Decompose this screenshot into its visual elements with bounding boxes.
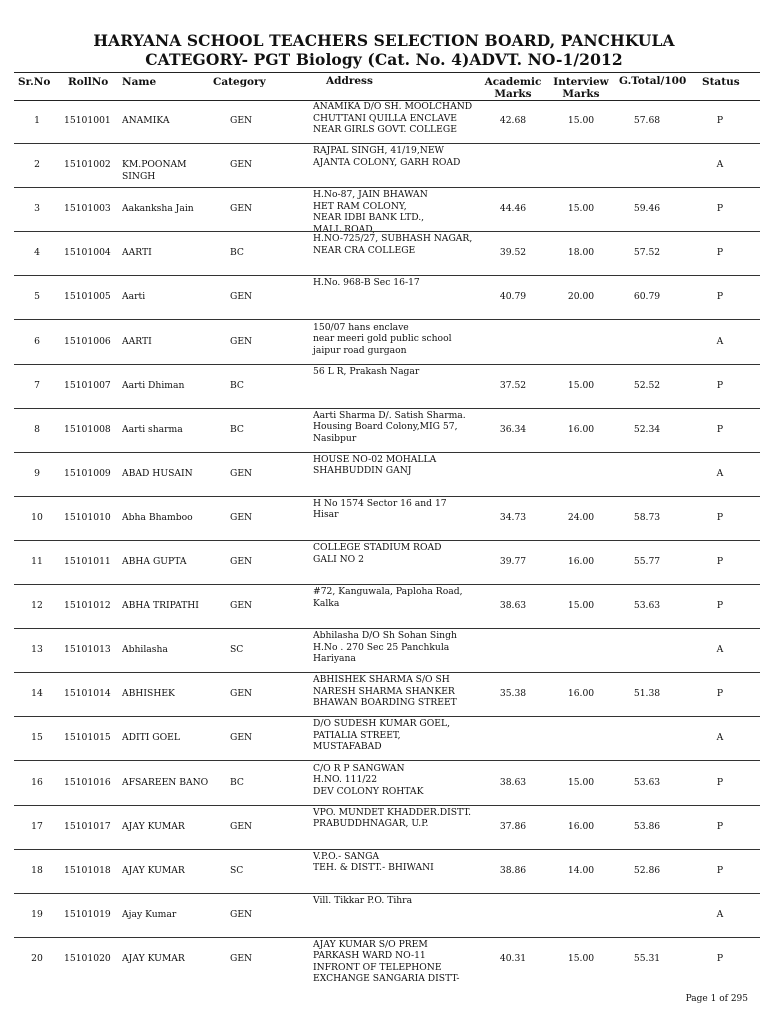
roll-number-cell: 15101006 bbox=[64, 335, 111, 347]
name-cell: KM.POONAM SINGH bbox=[122, 159, 187, 182]
grand-total-cell: 57.68 bbox=[633, 115, 661, 126]
name-cell: Aarti bbox=[122, 291, 146, 303]
table-row bbox=[0, 232, 768, 276]
sr-cell: 4 bbox=[34, 247, 40, 259]
grand-total-cell: 55.31 bbox=[633, 952, 661, 964]
grand-total-cell: 52.52 bbox=[633, 379, 661, 391]
address-cell: D/O SUDESH KUMAR GOEL, PATIALIA STREET, MUSTAFABAD bbox=[313, 718, 451, 753]
roll-number-cell: 15101001 bbox=[64, 115, 111, 126]
name-cell: ABHISHEK bbox=[122, 688, 175, 700]
address-cell: HOUSE NO-02 MOHALLA SHAHBUDDIN GANJ bbox=[313, 453, 437, 477]
sr-cell: 13 bbox=[31, 644, 43, 656]
sr-cell: 19 bbox=[31, 908, 43, 920]
roll-number-cell: 15101007 bbox=[64, 379, 111, 391]
category-cell: BC bbox=[230, 423, 244, 435]
category-cell: BC bbox=[230, 379, 244, 391]
roll-number-cell: 15101008 bbox=[64, 423, 111, 435]
header-status: Status bbox=[702, 76, 740, 88]
address-cell: H.No. 968-B Sec 16-17 bbox=[313, 277, 420, 289]
category-cell: GEN bbox=[230, 732, 253, 744]
academic-marks-cell: 44.46 bbox=[499, 203, 527, 215]
academic-marks-cell: 38.86 bbox=[499, 864, 527, 876]
grand-total-cell: 58.73 bbox=[633, 511, 661, 523]
name-cell: ANAMIKA bbox=[122, 115, 170, 126]
category-cell: GEN bbox=[230, 556, 253, 567]
sr-cell: 9 bbox=[34, 467, 40, 479]
category-cell: GEN bbox=[230, 115, 253, 126]
address-cell: H.No-87, JAIN BHAWAN HET RAM COLONY, NEAR IDBI BANK LTD., MALL ROAD, bbox=[313, 189, 428, 235]
academic-marks-cell: 37.86 bbox=[499, 820, 527, 832]
academic-marks-cell: 38.63 bbox=[499, 776, 527, 788]
name-cell: AJAY KUMAR bbox=[122, 820, 185, 832]
sr-cell: 2 bbox=[34, 159, 40, 171]
name-cell: AJAY KUMAR bbox=[122, 952, 185, 964]
header-sr: Sr.No bbox=[18, 76, 51, 88]
header-top-rule bbox=[14, 72, 760, 73]
address-cell: RAJPAL SINGH, 41/19,NEW AJANTA COLONY, GARH ROAD bbox=[313, 145, 461, 168]
interview-marks-cell: 15.00 bbox=[567, 379, 595, 391]
roll-number-cell: 15101018 bbox=[64, 864, 111, 876]
roll-number-cell: 15101010 bbox=[64, 511, 111, 523]
sr-cell: 18 bbox=[31, 864, 43, 876]
sr-cell: 12 bbox=[31, 600, 43, 612]
page-number: Page 1 of 295 bbox=[685, 994, 748, 1004]
name-cell: AARTI bbox=[122, 335, 152, 347]
interview-marks-cell: 24.00 bbox=[567, 511, 595, 523]
roll-number-cell: 15101017 bbox=[64, 820, 111, 832]
academic-marks-cell: 38.63 bbox=[499, 600, 527, 612]
roll-number-cell: 15101014 bbox=[64, 688, 111, 700]
category-cell: GEN bbox=[230, 159, 253, 171]
header-address: Address bbox=[326, 75, 373, 87]
academic-marks-cell: 40.31 bbox=[499, 952, 527, 964]
table-row bbox=[0, 894, 768, 938]
roll-number-cell: 15101011 bbox=[64, 556, 111, 567]
grand-total-cell: 53.63 bbox=[633, 776, 661, 788]
status-cell: P bbox=[716, 952, 724, 964]
interview-marks-cell: 14.00 bbox=[567, 864, 595, 876]
address-cell: #72, Kanguwala, Paploha Road, Kalka bbox=[313, 586, 463, 609]
sr-cell: 14 bbox=[31, 688, 43, 700]
header-roll: RollNo bbox=[68, 76, 109, 88]
interview-marks-cell: 18.00 bbox=[567, 247, 595, 259]
interview-marks-cell: 15.00 bbox=[567, 115, 595, 126]
roll-number-cell: 15101002 bbox=[64, 159, 111, 171]
table-row bbox=[0, 453, 768, 497]
sr-cell: 17 bbox=[31, 820, 43, 832]
category-title: CATEGORY- PGT Biology (Cat. No. 4)ADVT. NO-1/2012 bbox=[145, 50, 623, 69]
address-cell: Vill. Tikkar P.O. Tihra bbox=[313, 894, 413, 906]
sr-cell: 6 bbox=[34, 335, 40, 347]
roll-number-cell: 15101013 bbox=[64, 644, 111, 656]
roll-number-cell: 15101012 bbox=[64, 600, 111, 612]
board-title: HARYANA SCHOOL TEACHERS SELECTION BOARD, PANCHKULA bbox=[93, 31, 675, 50]
status-cell: P bbox=[716, 556, 724, 567]
grand-total-cell: 55.77 bbox=[633, 556, 661, 567]
sr-cell: 11 bbox=[31, 556, 43, 567]
interview-marks-cell: 16.00 bbox=[567, 820, 595, 832]
interview-marks-cell: 16.00 bbox=[567, 688, 595, 700]
status-cell: A bbox=[716, 159, 724, 171]
name-cell: Abha Bhamboo bbox=[122, 511, 193, 523]
category-cell: SC bbox=[230, 864, 244, 876]
category-cell: GEN bbox=[230, 688, 253, 700]
academic-marks-cell: 37.52 bbox=[499, 379, 527, 391]
name-cell: Aakanksha Jain bbox=[122, 203, 194, 215]
roll-number-cell: 15101016 bbox=[64, 776, 111, 788]
interview-marks-cell: 15.00 bbox=[567, 952, 595, 964]
table-row bbox=[0, 850, 768, 894]
address-cell: H No 1574 Sector 16 and 17 Hisar bbox=[313, 497, 447, 521]
status-cell: P bbox=[716, 247, 724, 259]
category-cell: GEN bbox=[230, 820, 253, 832]
sr-cell: 16 bbox=[31, 776, 43, 788]
table-row bbox=[0, 938, 768, 985]
status-cell: P bbox=[716, 291, 724, 303]
address-cell: C/O R P SANGWAN H.NO. 111/22 DEV COLONY ROHTAK bbox=[313, 762, 424, 797]
status-cell: P bbox=[716, 600, 724, 612]
status-cell: P bbox=[716, 688, 724, 700]
status-cell: P bbox=[716, 511, 724, 523]
roll-number-cell: 15101005 bbox=[64, 291, 111, 303]
address-cell: AJAY KUMAR S/O PREM PARKASH WARD NO-11 INFRONT OF TELEPHONE EXCHANGE SANGARIA DISTT- bbox=[313, 938, 460, 985]
table-row bbox=[0, 100, 768, 144]
academic-marks-cell: 39.52 bbox=[499, 247, 527, 259]
interview-marks-cell: 15.00 bbox=[567, 600, 595, 612]
status-cell: A bbox=[716, 335, 724, 347]
grand-total-cell: 51.38 bbox=[633, 688, 661, 700]
address-cell: ANAMIKA D/O SH. MOOLCHAND CHUTTANI QUILLA ENCLAVE NEAR GIRLS GOVT. COLLEGE bbox=[313, 101, 473, 135]
academic-marks-cell: 42.68 bbox=[499, 115, 527, 126]
table-row bbox=[0, 673, 768, 717]
status-cell: P bbox=[716, 203, 724, 215]
grand-total-cell: 52.86 bbox=[633, 864, 661, 876]
category-cell: GEN bbox=[230, 600, 253, 612]
interview-marks-cell: 20.00 bbox=[567, 291, 595, 303]
status-cell: P bbox=[716, 379, 724, 391]
category-cell: GEN bbox=[230, 908, 253, 920]
table-row bbox=[0, 144, 768, 188]
status-cell: A bbox=[716, 644, 724, 656]
roll-number-cell: 15101019 bbox=[64, 908, 111, 920]
status-cell: P bbox=[716, 776, 724, 788]
academic-marks-cell: 34.73 bbox=[499, 511, 527, 523]
address-cell: VPO. MUNDET KHADDER.DISTT. PRABUDDHNAGAR, U.P. bbox=[313, 806, 472, 830]
name-cell: AARTI bbox=[122, 247, 152, 259]
name-cell: ABHA GUPTA bbox=[122, 556, 187, 567]
sr-cell: 3 bbox=[34, 203, 40, 215]
header-interview: Interview Marks bbox=[553, 76, 609, 100]
name-cell: ABHA TRIPATHI bbox=[122, 600, 199, 612]
status-cell: P bbox=[716, 423, 724, 435]
table-row bbox=[0, 541, 768, 585]
grand-total-cell: 53.86 bbox=[633, 820, 661, 832]
sr-cell: 10 bbox=[31, 511, 43, 523]
grand-total-cell: 53.63 bbox=[633, 600, 661, 612]
name-cell: AJAY KUMAR bbox=[122, 864, 185, 876]
sr-cell: 8 bbox=[34, 423, 40, 435]
grand-total-cell: 60.79 bbox=[633, 291, 661, 303]
address-cell: Aarti Sharma D/. Satish Sharma. Housing Board Colony,MIG 57, Nasibpur bbox=[313, 409, 466, 444]
address-cell: Abhilasha D/O Sh Sohan Singh H.No . 270 Sec 25 Panchkula Hariyana bbox=[313, 630, 457, 665]
category-cell: GEN bbox=[230, 952, 253, 964]
status-cell: A bbox=[716, 908, 724, 920]
table-row bbox=[0, 276, 768, 320]
table-row bbox=[0, 321, 768, 365]
header-academic: Academic Marks bbox=[484, 76, 542, 100]
category-cell: GEN bbox=[230, 291, 253, 303]
sr-cell: 7 bbox=[34, 379, 40, 391]
address-cell: 150/07 hans enclave near meeri gold public school jaipur road gurgaon bbox=[313, 321, 452, 356]
table-row bbox=[0, 762, 768, 806]
grand-total-cell: 57.52 bbox=[633, 247, 661, 259]
header-total: G.Total/100 bbox=[619, 75, 687, 87]
category-cell: GEN bbox=[230, 467, 253, 479]
name-cell: Ajay Kumar bbox=[122, 908, 177, 920]
interview-marks-cell: 16.00 bbox=[567, 423, 595, 435]
sr-cell: 15 bbox=[31, 732, 43, 744]
table-row bbox=[0, 629, 768, 673]
roll-number-cell: 15101009 bbox=[64, 467, 111, 479]
header-category: Category bbox=[213, 76, 266, 88]
interview-marks-cell: 16.00 bbox=[567, 556, 595, 567]
header-name: Name bbox=[122, 76, 157, 88]
name-cell: ABAD HUSAIN bbox=[122, 467, 193, 479]
roll-number-cell: 15101020 bbox=[64, 952, 111, 964]
interview-marks-cell: 15.00 bbox=[567, 203, 595, 215]
name-cell: Abhilasha bbox=[122, 644, 168, 656]
roll-number-cell: 15101004 bbox=[64, 247, 111, 259]
address-cell: V.P.O.- SANGA TEH. & DISTT.- BHIWANI bbox=[313, 850, 434, 874]
category-cell: SC bbox=[230, 644, 244, 656]
academic-marks-cell: 35.38 bbox=[499, 688, 527, 700]
category-cell: GEN bbox=[230, 335, 253, 347]
category-cell: GEN bbox=[230, 511, 253, 523]
table-row bbox=[0, 409, 768, 453]
table-row bbox=[0, 717, 768, 761]
table-row bbox=[0, 497, 768, 541]
category-cell: BC bbox=[230, 247, 244, 259]
sr-cell: 5 bbox=[34, 291, 40, 303]
sr-cell: 1 bbox=[34, 115, 40, 126]
address-cell: ABHISHEK SHARMA S/O SH NARESH SHARMA SHANKER BHAWAN BOARDING STREET bbox=[313, 674, 457, 709]
address-cell: H.NO-725/27, SUBHASH NAGAR, NEAR CRA COLLEGE bbox=[313, 233, 473, 256]
roll-number-cell: 15101015 bbox=[64, 732, 111, 744]
roll-number-cell: 15101003 bbox=[64, 203, 111, 215]
table-row bbox=[0, 188, 768, 235]
category-cell: BC bbox=[230, 776, 244, 788]
status-cell: P bbox=[716, 115, 724, 126]
academic-marks-cell: 39.77 bbox=[499, 556, 527, 567]
status-cell: P bbox=[716, 864, 724, 876]
academic-marks-cell: 40.79 bbox=[499, 291, 527, 303]
grand-total-cell: 59.46 bbox=[633, 203, 661, 215]
name-cell: ADITI GOEL bbox=[122, 732, 180, 744]
status-cell: A bbox=[716, 732, 724, 744]
grand-total-cell: 52.34 bbox=[633, 423, 661, 435]
address-cell: 56 L R, Prakash Nagar bbox=[313, 365, 420, 377]
name-cell: Aarti sharma bbox=[122, 423, 183, 435]
table-row bbox=[0, 585, 768, 629]
interview-marks-cell: 15.00 bbox=[567, 776, 595, 788]
sr-cell: 20 bbox=[31, 952, 43, 964]
address-cell: COLLEGE STADIUM ROAD GALI NO 2 bbox=[313, 542, 442, 565]
name-cell: Aarti Dhiman bbox=[122, 379, 185, 391]
academic-marks-cell: 36.34 bbox=[499, 423, 527, 435]
table-row bbox=[0, 365, 768, 409]
table-row bbox=[0, 806, 768, 850]
name-cell: AFSAREEN BANO bbox=[122, 776, 209, 788]
category-cell: GEN bbox=[230, 203, 253, 215]
status-cell: P bbox=[716, 820, 724, 832]
status-cell: A bbox=[716, 467, 724, 479]
